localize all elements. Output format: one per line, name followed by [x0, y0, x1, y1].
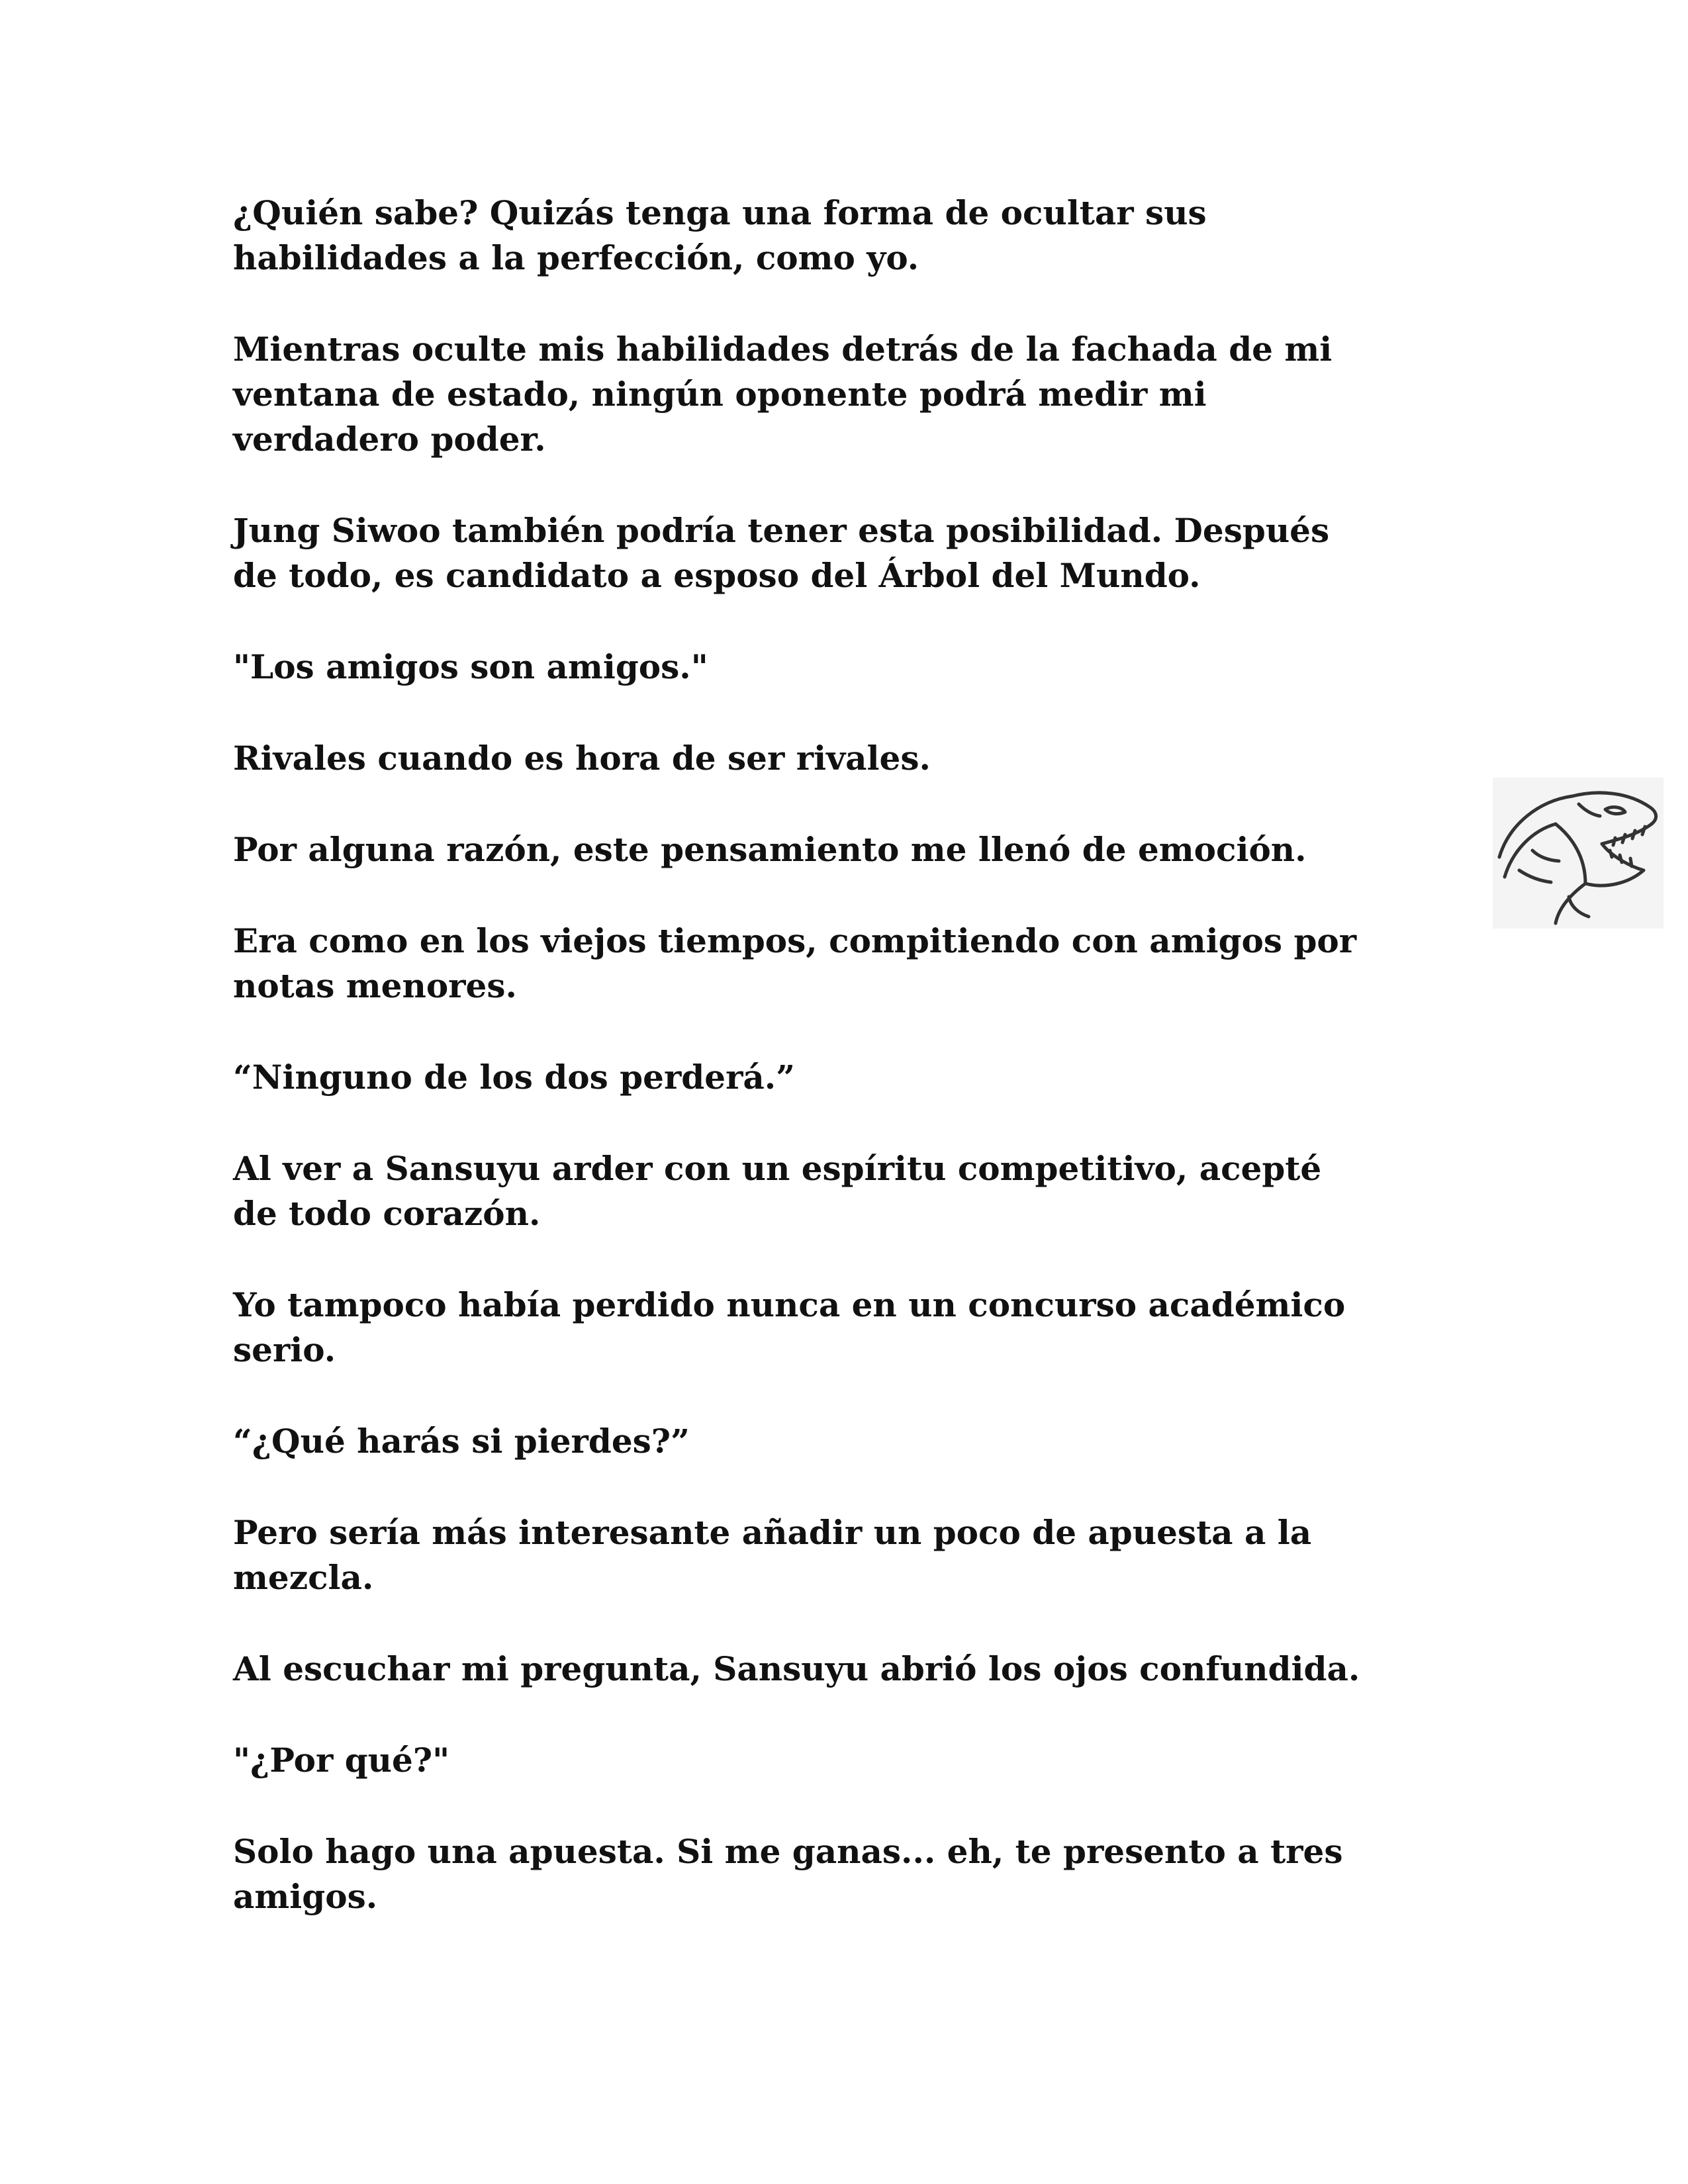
- paragraph-12: Pero sería más interesante añadir un poco de apuesta a la mezcla.: [233, 1513, 1312, 1597]
- paragraph-5: Rivales cuando es hora de ser rivales.: [233, 739, 931, 778]
- paragraph-4: "Los amigos son amigos.": [233, 647, 708, 686]
- paragraph-3: Jung Siwoo también podría tener esta posibilidad. Después de todo, es candidato a esposo del Árbol del Mundo.: [233, 511, 1330, 595]
- text-body: [233, 191, 1458, 1966]
- paragraph-9: Al ver a Sansuyu arder con un espíritu competitivo, acepté de todo corazón.: [233, 1149, 1322, 1233]
- paragraph-14: "¿Por qué?": [233, 1741, 450, 1780]
- paragraph-2: Mientras oculte mis habilidades detrás de la fachada de mi ventana de estado, ningún oponente podrá medir mi verdadero poder.: [233, 330, 1333, 459]
- dinosaur-head-icon: [1493, 778, 1664, 929]
- paragraph-1: ¿Quién sabe? Quizás tenga una forma de ocultar sus habilidades a la perfección, como yo.: [233, 193, 1207, 277]
- paragraph-8: “Ninguno de los dos perderá.”: [233, 1058, 795, 1097]
- paragraph-10: Yo tampoco había perdido nunca en un concurso académico serio.: [233, 1285, 1346, 1369]
- paragraph-13: Al escuchar mi pregunta, Sansuyu abrió los ojos confundida.: [233, 1649, 1360, 1688]
- paragraph-7: Era como en los viejos tiempos, compitiendo con amigos por notas menores.: [233, 921, 1357, 1005]
- paragraph-6: Por alguna razón, este pensamiento me llenó de emoción.: [233, 830, 1307, 869]
- paragraph-15: Solo hago una apuesta. Si me ganas... eh, te presento a tres amigos.: [233, 1832, 1343, 1916]
- paragraph-11: “¿Qué harás si pierdes?”: [233, 1422, 690, 1461]
